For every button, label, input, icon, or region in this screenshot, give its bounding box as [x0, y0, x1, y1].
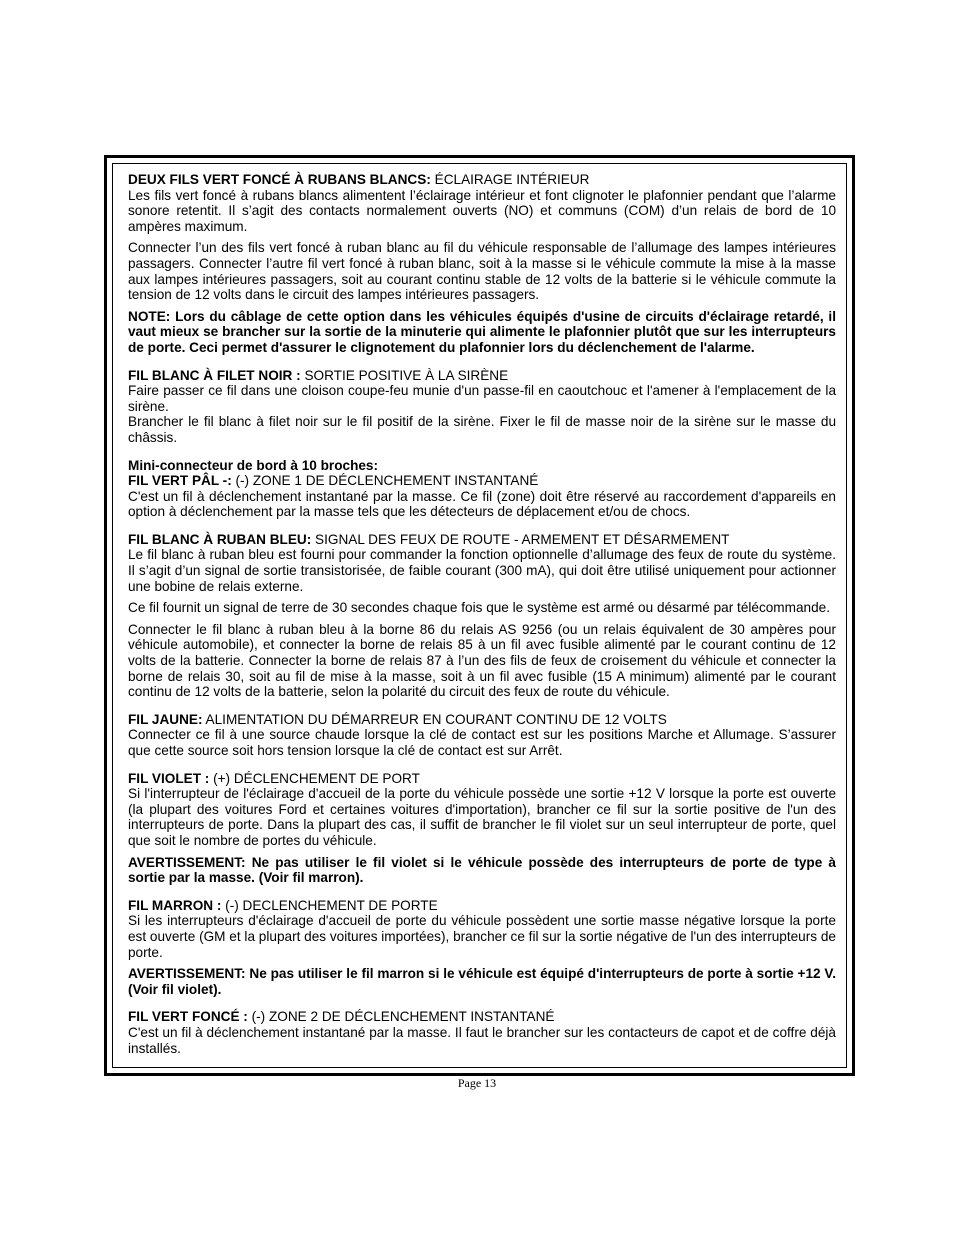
section-subtitle: ALIMENTATION DU DÉMARREUR EN COURANT CONTINU DE 12 VOLTS: [202, 711, 667, 727]
section-subtitle: ÉCLAIRAGE INTÉRIEUR: [430, 172, 590, 187]
connector-heading: Mini-connecteur de bord à 10 broches:: [128, 457, 379, 473]
warning-paragraph: [128, 966, 836, 997]
section-dark-green: [128, 1009, 836, 1056]
section-subtitle: (-) ZONE 1 DE DÉCLENCHEMENT INSTANTANÉ: [231, 473, 539, 489]
section-heading-line: [128, 712, 836, 728]
section-subtitle: (-) DECLENCHEMENT DE PORTE: [221, 897, 438, 913]
warning-text: AVERTISSEMENT: Ne pas utiliser le fil violet si le véhicule possède des interrupteurs de porte de type à sortie par la masse. (Voir fil marron).: [128, 854, 836, 886]
paragraph: Connecter l’un des fils vert foncé à ruban blanc au fil du véhicule responsable de l’allumage des lampes intérieures passagers. Connecter l’autre fil vert foncé à ruban blanc, soit à la masse si le véhicule commute la mise à la masse aux lampes intérieures passagers, soit au courant continu stable de 12 volts de la batterie si le véhicule commute la tension de 12 volts dans le circuit des lampes intérieures passagers.: [128, 240, 836, 303]
section-heading: FIL JAUNE:: [128, 711, 203, 727]
section-heading-line: [128, 898, 836, 914]
page-number: Page 13: [457, 1076, 497, 1090]
section-subtitle: SORTIE POSITIVE À LA SIRÈNE: [300, 367, 509, 383]
section-heading: FIL VERT PÂL -:: [128, 473, 232, 489]
section-brown: [128, 898, 836, 998]
section-heading: DEUX FILS VERT FONCÉ À RUBANS BLANCS:: [128, 172, 431, 187]
section-mini-connector: [128, 458, 836, 520]
paragraph: Le fil blanc à ruban bleu est fourni pour commander la fonction optionnelle d’allumage des feux de route du système. Il s’agit d’un signal de sortie transistorisée, de faible courant (300 mA), qui doit être utilisé uniquement pour actionner une bobine de relais externe.: [128, 547, 836, 594]
section-yellow: [128, 712, 836, 759]
section-dark-green-white: [128, 172, 836, 356]
paragraph: C'est un fil à déclenchement instantané par la masse. Il faut le brancher sur les contacteurs de capot et de coffre déjà installés.: [128, 1024, 836, 1056]
section-heading: FIL VERT FONCÉ :: [128, 1009, 248, 1025]
section-heading: FIL VIOLET :: [128, 770, 210, 786]
paragraph: Si les interrupteurs d'éclairage d'accueil de porte du véhicule possèdent une sortie masse négative lorsque la porte est ouverte (GM et la plupart des voitures importées), brancher ce fil sur la sortie négative de l'un des interrupteurs de porte.: [128, 913, 836, 960]
paragraph: Si l'interrupteur de l'éclairage d'accueil de la porte du véhicule possède une sortie +12 V lorsque la porte est ouverte (la plupart des voitures Ford et certaines voitures d'importation), brancher ce fil sur la sortie positive de l'un des interrupteurs de porte. Dans la plupart des cas, il suffit de brancher le fil violet sur un seul interrupteur de porte, quel que soit le nombre de portes du véhicule.: [128, 786, 836, 848]
section-subtitle: (-) ZONE 2 DE DÉCLENCHEMENT INSTANTANÉ: [247, 1009, 555, 1025]
paragraph: Connecter le fil blanc à ruban bleu à la borne 86 du relais AS 9256 (ou un relais équivalent de 30 ampères pour véhicule automobile), et connecter la borne de relais 85 à un fil avec fusible alimenté par le courant continu de 12 volts de la batterie. Connecter la borne de relais 87 à l’un des fils de feux de croisement du véhicule et connecter la borne de relais 30, soit au fil de mise à la masse, soit à un fil avec fusible (15 A minimum) alimenté par le courant continu de 12 volts de la batterie, selon la polarité du circuit des feux de route du véhicule.: [128, 621, 836, 700]
section-subtitle: SIGNAL DES FEUX DE ROUTE - ARMEMENT ET DÉSARMEMENT: [311, 531, 730, 547]
section-heading-line: [128, 368, 836, 384]
section-heading-line: [128, 473, 836, 489]
paragraph: C'est un fil à déclenchement instantané par la masse. Ce fil (zone) doit être réservé au raccordement d'appareils en option à déclenchement par la masse tels que les détecteurs de déplacement et/ou de chocs.: [128, 488, 836, 520]
note-paragraph: [128, 309, 836, 356]
section-white-blue: [128, 532, 836, 700]
warning-paragraph: [128, 855, 836, 886]
section-subtitle: (+) DÉCLENCHEMENT DE PORT: [209, 770, 420, 786]
section-heading-line: [128, 771, 836, 787]
warning-text: AVERTISSEMENT: Ne pas utiliser le fil marron si le véhicule est équipé d'interrupteurs de porte à sortie +12 V. (Voir fil violet).: [128, 966, 836, 997]
section-violet: [128, 771, 836, 886]
section-heading-line: [128, 172, 836, 188]
inner-border: [112, 163, 847, 1068]
section-heading-line: [128, 532, 836, 548]
document-body: [128, 172, 836, 1062]
section-heading: FIL BLANC À FILET NOIR :: [128, 367, 301, 383]
section-heading: FIL BLANC À RUBAN BLEU:: [128, 531, 312, 547]
paragraph: Connecter ce fil à une source chaude lorsque la clé de contact est sur les positions Marche et Allumage. S’assurer que cette source soit hors tension lorsque la clé de contact est sur Arrêt.: [128, 727, 836, 758]
connector-heading-line: [128, 458, 836, 474]
page-frame: [104, 155, 855, 1076]
paragraph: Ce fil fournit un signal de terre de 30 secondes chaque fois que le système est armé ou désarmé par télécommande.: [128, 600, 830, 616]
section-heading: FIL MARRON :: [128, 897, 222, 913]
note-text: NOTE: Lors du câblage de cette option dans les véhicules équipés d'usine de circuits d'éclairage retardé, il vaut mieux se brancher sur la sortie de la minuterie qui alimente le plafonnier plutôt que sur les interrupteurs de porte. Ceci permet d'assurer le clignotement du plafonnier lors du déclenchement de l'alarme.: [128, 308, 836, 355]
paragraph: Brancher le fil blanc à filet noir sur le fil positif de la sirène. Fixer le fil de masse noir de la sirène sur le masse du châssis.: [128, 414, 836, 445]
paragraph: Faire passer ce fil dans une cloison coupe-feu munie d'un passe-fil en caoutchouc et l'amener à l'emplacement de la sirène.: [128, 383, 836, 414]
section-white-black: [128, 368, 836, 446]
section-heading-line: [128, 1009, 836, 1025]
paragraph: Les fils vert foncé à rubans blancs alimentent l’éclairage intérieur et font clignoter le plafonnier pendant que l’alarme sonore retentit. Il s’agit des contacts normalement ouverts (NO) et communs (COM) d’un relais de bord de 10 ampères maximum.: [128, 187, 836, 234]
